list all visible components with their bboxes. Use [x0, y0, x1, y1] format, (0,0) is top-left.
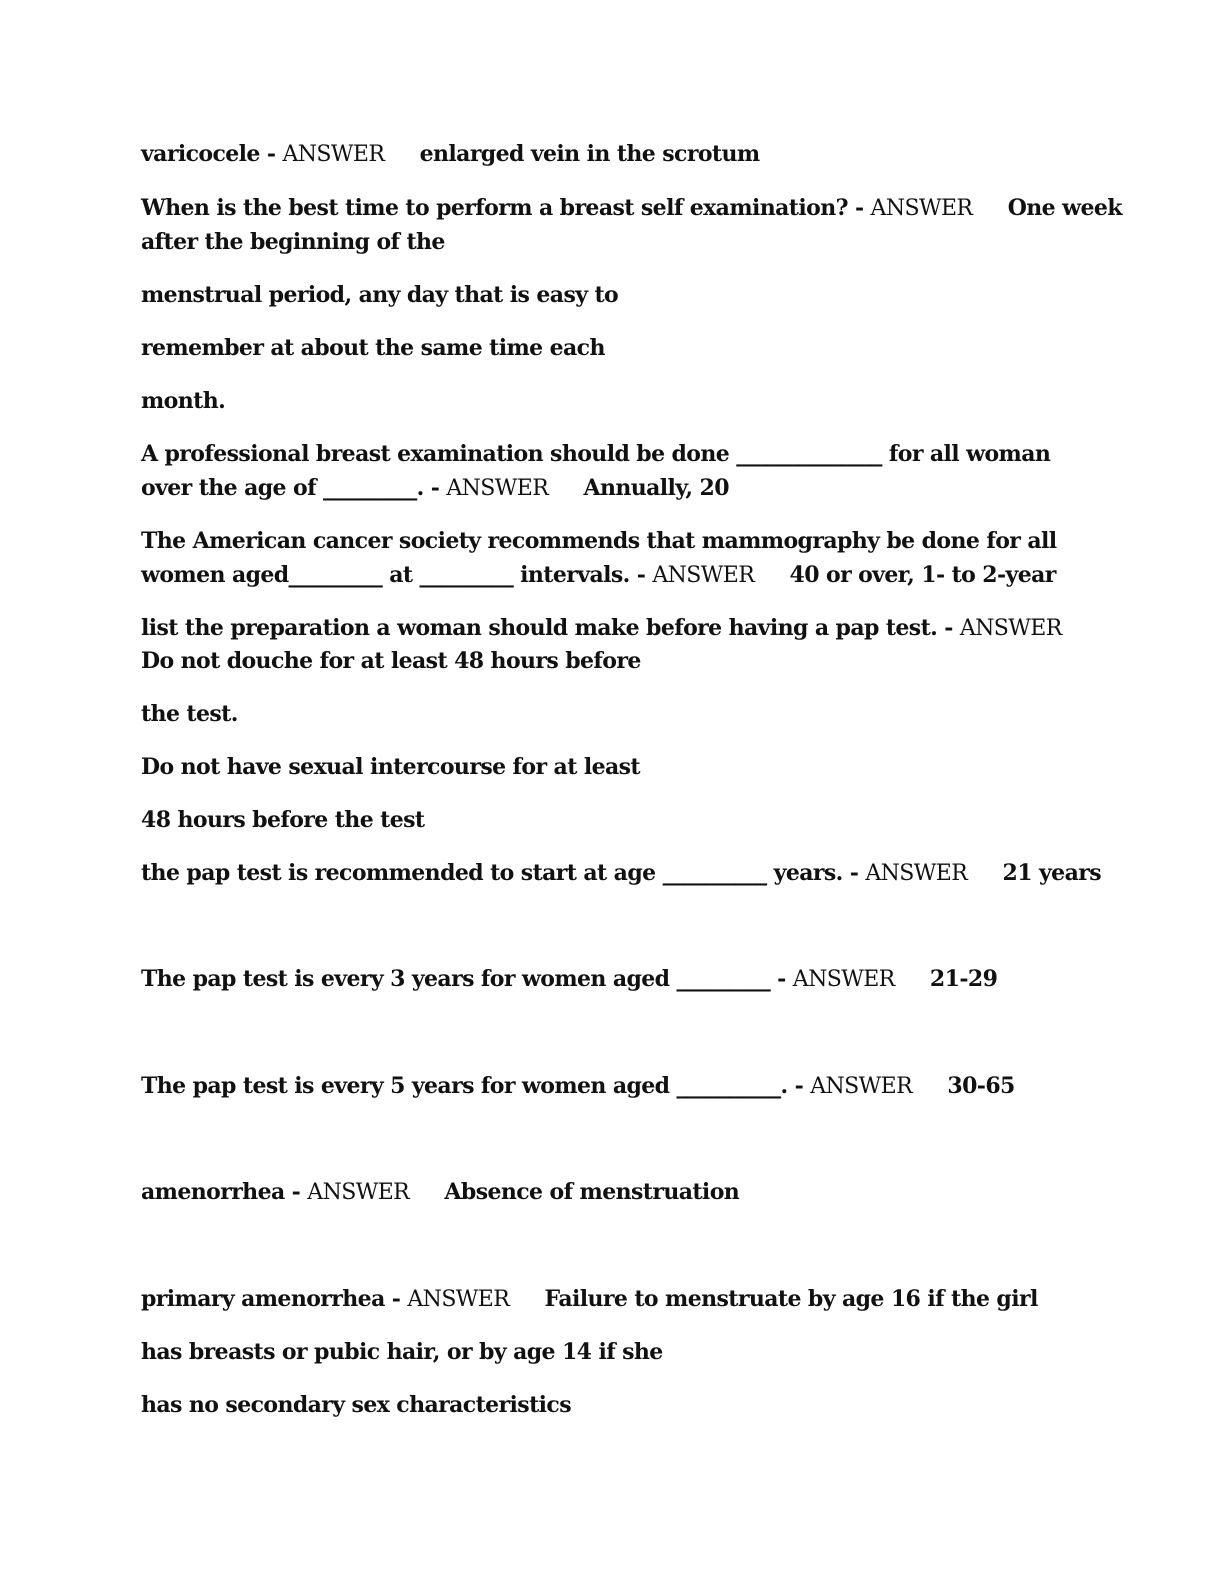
text-line-pap-3-years: The pap test is every 3 years for women aged _________ - ANSWER 21-29 — [141, 966, 998, 992]
text-line-varicocele: varicocele - ANSWER enlarged vein in the scrotum — [141, 141, 760, 167]
text-line: has breasts or pubic hair, or by age 14 if she — [141, 1339, 663, 1365]
text-line-bse-question: When is the best time to perform a breast self examination? - ANSWER One week — [141, 195, 1122, 221]
text-line: over the age of _________. - ANSWER Annually, 20 — [141, 475, 729, 501]
text-line-mammography: The American cancer society recommends that mammography be done for all — [141, 528, 1057, 554]
text-line-professional-exam: A professional breast examination should be done ______________ for all woman — [141, 441, 1051, 467]
text-line: has no secondary sex characteristics — [141, 1392, 571, 1418]
text-line: women aged_________ at _________ intervals. - ANSWER 40 or over, 1- to 2-year — [141, 562, 1056, 588]
text-line: remember at about the same time each — [141, 335, 605, 361]
text-line-pap-preparation: list the preparation a woman should make before having a pap test. - ANSWER — [141, 615, 1062, 641]
text-line-pap-5-years: The pap test is every 5 years for women aged __________. - ANSWER 30-65 — [141, 1073, 1015, 1099]
text-line: the test. — [141, 701, 238, 727]
text-line-amenorrhea: amenorrhea - ANSWER Absence of menstruation — [141, 1179, 740, 1205]
text-line-primary-amenorrhea: primary amenorrhea - ANSWER Failure to menstruate by age 16 if the girl — [141, 1286, 1038, 1312]
text-line: menstrual period, any day that is easy to — [141, 282, 619, 308]
text-line-pap-start-age: the pap test is recommended to start at age __________ years. - ANSWER 21 years — [141, 860, 1102, 886]
text-line: month. — [141, 388, 226, 414]
text-line: Do not douche for at least 48 hours before — [141, 648, 641, 674]
text-line: after the beginning of the — [141, 229, 445, 255]
text-line: Do not have sexual intercourse for at least — [141, 754, 640, 780]
text-line: 48 hours before the test — [141, 807, 425, 833]
